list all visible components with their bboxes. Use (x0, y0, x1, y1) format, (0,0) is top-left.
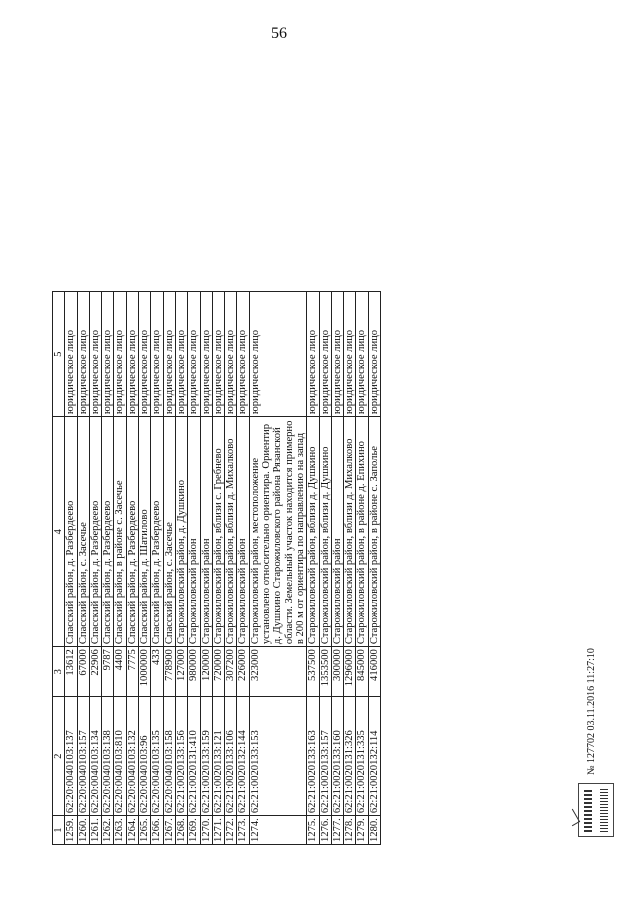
cell-area: 433 (151, 647, 163, 697)
table-row (307, 292, 319, 845)
cell-num: 1280. (368, 816, 380, 845)
cell-loc: Старожиловский район, вблизи д. Душкино (319, 417, 331, 647)
cell-area: 537500 (307, 647, 319, 697)
cell-area: 1000000 (139, 647, 151, 697)
cell-loc: Спасский район, д. Разбердеево (65, 417, 77, 647)
table-row (163, 292, 175, 845)
table-row (331, 292, 343, 845)
cell-num: 1266. (151, 816, 163, 845)
cell-cad: 62:21:0020133:106 (225, 697, 237, 816)
table-row (225, 292, 237, 845)
cell-num: 1275. (307, 816, 319, 845)
cell-cad: 62:20:0040103:96 (139, 697, 151, 816)
table-row (126, 292, 138, 845)
cell-area: 416000 (368, 647, 380, 697)
cell-cad: 62:21:0020131:335 (356, 697, 368, 816)
cell-cad: 62:20:0040103:138 (102, 697, 114, 816)
column-header: 1 (53, 816, 65, 845)
cell-loc: Старожиловский район, вблизи с. Гребнево (212, 417, 224, 647)
cell-num: 1263. (114, 816, 126, 845)
column-header: 3 (53, 647, 65, 697)
cell-num: 1270. (200, 816, 212, 845)
cell-area: 120000 (200, 647, 212, 697)
cell-kind: юридическое лицо (65, 292, 77, 417)
table-row (344, 292, 356, 845)
cell-area: 4400 (114, 647, 126, 697)
cell-area: 720000 (212, 647, 224, 697)
cell-num: 1269. (188, 816, 200, 845)
cell-loc: Спасский район, д. Разбердеево (102, 417, 114, 647)
page-number: 56 (271, 25, 287, 42)
cell-kind: юридическое лицо (89, 292, 101, 417)
cell-num: 1265. (139, 816, 151, 845)
cell-cad: 62:21:0020133:157 (319, 697, 331, 816)
cell-area: 127000 (175, 647, 187, 697)
cell-loc: Спасский район, д. Разбердеево (126, 417, 138, 647)
cell-num: 1277. (331, 816, 343, 845)
cell-kind: юридическое лицо (200, 292, 212, 417)
cell-area: 7775 (126, 647, 138, 697)
cell-num: 1261. (89, 816, 101, 845)
cell-kind: юридическое лицо (102, 292, 114, 417)
cell-kind: юридическое лицо (307, 292, 319, 417)
column-header: 5 (53, 292, 65, 417)
cell-cad: 62:21:0020131:410 (188, 697, 200, 816)
cell-loc: Спасский район, д. Шатилово (139, 417, 151, 647)
cell-kind: юридическое лицо (356, 292, 368, 417)
cell-cad: 62:21:0020133:121 (212, 697, 224, 816)
cell-cad: 62:21:0020133:153 (249, 697, 306, 816)
document-footer: № 127702 03.11.2016 11:27:10 (586, 648, 597, 775)
cell-cad: 62:20:0040103:158 (163, 697, 175, 816)
table-row (249, 292, 306, 845)
cell-loc: Спасский район, с. Засечье (77, 417, 89, 647)
cell-num: 1259. (65, 816, 77, 845)
cell-kind: юридическое лицо (237, 292, 249, 417)
cell-loc: Старожиловский район (188, 417, 200, 647)
cell-cad: 62:21:0020132:144 (237, 697, 249, 816)
cell-loc: Старожиловский район (200, 417, 212, 647)
table-row (356, 292, 368, 845)
cell-loc: Старожиловский район, в районе с. Заполье (368, 417, 380, 647)
cell-num: 1264. (126, 816, 138, 845)
land-plots-table (52, 291, 381, 845)
column-header: 2 (53, 697, 65, 816)
cell-loc: Спасский район, д. Разбердеево (89, 417, 101, 647)
cell-kind: юридическое лицо (319, 292, 331, 417)
cell-num: 1262. (102, 816, 114, 845)
cell-kind: юридическое лицо (77, 292, 89, 417)
cell-cad: 62:21:0020133:160 (331, 697, 343, 816)
cell-cad: 62:20:0040103:134 (89, 697, 101, 816)
cell-kind: юридическое лицо (225, 292, 237, 417)
cell-cad: 62:21:0020133:159 (200, 697, 212, 816)
cell-kind: юридическое лицо (344, 292, 356, 417)
cell-cad: 62:20:0040103:810 (114, 697, 126, 816)
table-body (65, 292, 381, 845)
table-row (237, 292, 249, 845)
cell-kind: юридическое лицо (188, 292, 200, 417)
table-row (89, 292, 101, 845)
table-row (319, 292, 331, 845)
cell-kind: юридическое лицо (163, 292, 175, 417)
cell-area: 307200 (225, 647, 237, 697)
cell-cad: 62:21:0020133:163 (307, 697, 319, 816)
cell-kind: юридическое лицо (212, 292, 224, 417)
cell-num: 1276. (319, 816, 331, 845)
cell-kind: юридическое лицо (114, 292, 126, 417)
cell-num: 1260. (77, 816, 89, 845)
cell-kind: юридическое лицо (368, 292, 380, 417)
cell-loc: Спасский район, в районе с. Засечье (114, 417, 126, 647)
cell-area: 300000 (331, 647, 343, 697)
cell-num: 1272. (225, 816, 237, 845)
table-row (77, 292, 89, 845)
cell-cad: 62:20:0040103:132 (126, 697, 138, 816)
cell-loc: Старожиловский район, в районе д. Епихино (356, 417, 368, 647)
table-row (102, 292, 114, 845)
cell-area: 1353500 (319, 647, 331, 697)
cell-loc: Старожиловский район (331, 417, 343, 647)
table-row (139, 292, 151, 845)
cell-cad: 62:20:0040103:135 (151, 697, 163, 816)
cell-loc: Старожиловский район, д. Душкино (175, 417, 187, 647)
cell-area: 9787 (102, 647, 114, 697)
barcode-stamp (578, 783, 614, 837)
cell-area: 980000 (188, 647, 200, 697)
table-row (212, 292, 224, 845)
cell-num: 1271. (212, 816, 224, 845)
cell-area: 778900 (163, 647, 175, 697)
table-row (188, 292, 200, 845)
cell-kind: юридическое лицо (151, 292, 163, 417)
table-row (368, 292, 380, 845)
cell-kind: юридическое лицо (175, 292, 187, 417)
cell-kind: юридическое лицо (249, 292, 306, 417)
cell-cad: 62:21:0020132:114 (368, 697, 380, 816)
cell-area: 226000 (237, 647, 249, 697)
cell-cad: 62:20:0040103:157 (77, 697, 89, 816)
cell-area: 67000 (77, 647, 89, 697)
cell-area: 1296000 (344, 647, 356, 697)
cell-loc: Старожиловский район, вблизи д. Михалково (344, 417, 356, 647)
cell-area: 845000 (356, 647, 368, 697)
table-row (175, 292, 187, 845)
cell-num: 1279. (356, 816, 368, 845)
column-header: 4 (53, 417, 65, 647)
cell-cad: 62:20:0040103:137 (65, 697, 77, 816)
cell-area: 323000 (249, 647, 306, 697)
cell-loc: Старожиловский район (237, 417, 249, 647)
cell-cad: 62:21:0020131:326 (344, 697, 356, 816)
cell-num: 1268. (175, 816, 187, 845)
cell-area: 22906 (89, 647, 101, 697)
cell-area: 13612 (65, 647, 77, 697)
cell-num: 1267. (163, 816, 175, 845)
cell-num: 1278. (344, 816, 356, 845)
cell-loc: Спасский район, д. Разбердеево (151, 417, 163, 647)
table-row (200, 292, 212, 845)
table-row (151, 292, 163, 845)
table-row (114, 292, 126, 845)
cell-loc: Старожиловский район, местоположение установлено относительно ориентира. Ориентир д. Душкино Старожиловского района Рязанской области. Земельный участок находится примерно в 200 м от ориентира по направлению на запад (249, 417, 306, 647)
cell-loc: Старожиловский район, вблизи д. Душкино (307, 417, 319, 647)
cell-kind: юридическое лицо (126, 292, 138, 417)
cell-kind: юридическое лицо (331, 292, 343, 417)
cell-loc: Спасский район, с. Засечье (163, 417, 175, 647)
cell-num: 1274. (249, 816, 306, 845)
cell-kind: юридическое лицо (139, 292, 151, 417)
cell-num: 1273. (237, 816, 249, 845)
cell-cad: 62:21:0020133:156 (175, 697, 187, 816)
cell-loc: Старожиловский район, вблизи д. Михалково (225, 417, 237, 647)
table-header-row (53, 292, 65, 845)
table-row (65, 292, 77, 845)
